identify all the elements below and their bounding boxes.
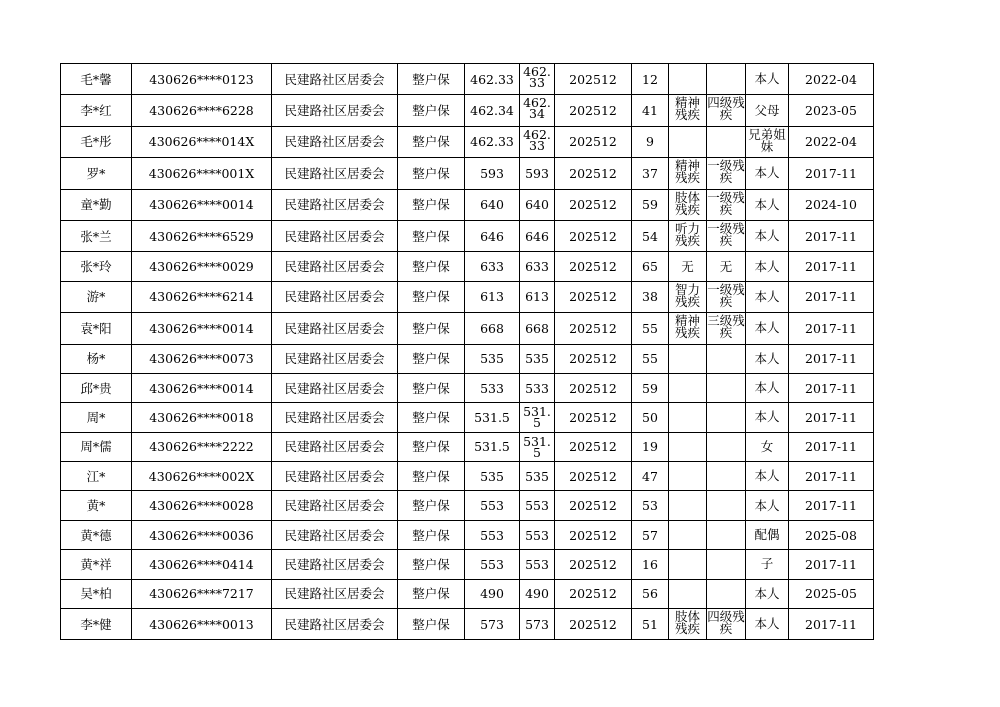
amount-total-cell: 531.5 — [520, 432, 555, 461]
age-cell: 57 — [632, 520, 669, 549]
amount-total-cell: 593 — [520, 158, 555, 189]
date-cell: 2025-08 — [789, 520, 874, 549]
assistance-type-cell: 整户保 — [398, 313, 465, 344]
month-cell: 202512 — [555, 609, 632, 640]
name-cell: 黄*祥 — [61, 550, 132, 579]
relation-cell: 本人 — [746, 403, 789, 432]
organization-cell: 民建路社区居委会 — [272, 579, 398, 608]
disability-type-cell: 听力残疾 — [669, 220, 707, 251]
amount-cell: 553 — [465, 550, 520, 579]
disability-level-cell — [707, 126, 746, 157]
assistance-type-cell: 整户保 — [398, 609, 465, 640]
organization-cell: 民建路社区居委会 — [272, 252, 398, 281]
month-cell: 202512 — [555, 95, 632, 126]
relation-cell: 本人 — [746, 462, 789, 491]
table-row — [61, 281, 874, 312]
age-cell: 53 — [632, 491, 669, 520]
amount-total-cell: 462.33 — [520, 126, 555, 157]
disability-level-cell: 三级残疾 — [707, 313, 746, 344]
amount-cell: 553 — [465, 520, 520, 549]
amount-total-cell: 633 — [520, 252, 555, 281]
relation-cell: 配偶 — [746, 520, 789, 549]
month-cell: 202512 — [555, 579, 632, 608]
disability-level-cell: 四级残疾 — [707, 95, 746, 126]
relation-cell: 本人 — [746, 189, 789, 220]
id-number-cell: 430626****0014 — [132, 189, 272, 220]
assistance-type-cell: 整户保 — [398, 520, 465, 549]
name-cell: 游* — [61, 281, 132, 312]
table-row — [61, 344, 874, 373]
date-cell: 2017-11 — [789, 281, 874, 312]
amount-total-cell: 573 — [520, 609, 555, 640]
table-row — [61, 579, 874, 608]
table-row — [61, 158, 874, 189]
age-cell: 47 — [632, 462, 669, 491]
age-cell: 16 — [632, 550, 669, 579]
amount-total-cell: 553 — [520, 491, 555, 520]
amount-total-cell: 531.5 — [520, 403, 555, 432]
amount-cell: 531.5 — [465, 403, 520, 432]
disability-level-cell — [707, 462, 746, 491]
name-cell: 李*健 — [61, 609, 132, 640]
amount-total-cell: 613 — [520, 281, 555, 312]
age-cell: 54 — [632, 220, 669, 251]
disability-type-cell — [669, 373, 707, 402]
name-cell: 罗* — [61, 158, 132, 189]
amount-cell: 646 — [465, 220, 520, 251]
month-cell: 202512 — [555, 158, 632, 189]
relation-cell: 本人 — [746, 344, 789, 373]
amount-cell: 490 — [465, 579, 520, 608]
relation-cell: 兄弟姐妹 — [746, 126, 789, 157]
id-number-cell: 430626****7217 — [132, 579, 272, 608]
age-cell: 9 — [632, 126, 669, 157]
disability-level-cell — [707, 491, 746, 520]
amount-total-cell: 553 — [520, 550, 555, 579]
month-cell: 202512 — [555, 313, 632, 344]
age-cell: 56 — [632, 579, 669, 608]
relation-cell: 本人 — [746, 373, 789, 402]
month-cell: 202512 — [555, 220, 632, 251]
disability-type-cell — [669, 126, 707, 157]
relation-cell: 本人 — [746, 491, 789, 520]
month-cell: 202512 — [555, 550, 632, 579]
amount-total-cell: 535 — [520, 344, 555, 373]
amount-cell: 553 — [465, 491, 520, 520]
name-cell: 江* — [61, 462, 132, 491]
disability-type-cell — [669, 520, 707, 549]
table-row — [61, 520, 874, 549]
date-cell: 2017-11 — [789, 491, 874, 520]
date-cell: 2017-11 — [789, 313, 874, 344]
assistance-type-cell: 整户保 — [398, 403, 465, 432]
age-cell: 65 — [632, 252, 669, 281]
organization-cell: 民建路社区居委会 — [272, 126, 398, 157]
amount-cell: 462.34 — [465, 95, 520, 126]
assistance-type-cell: 整户保 — [398, 252, 465, 281]
id-number-cell: 430626****0073 — [132, 344, 272, 373]
disability-type-cell: 无 — [669, 252, 707, 281]
name-cell: 童*勤 — [61, 189, 132, 220]
relation-cell: 本人 — [746, 220, 789, 251]
table-row — [61, 189, 874, 220]
assistance-type-cell: 整户保 — [398, 462, 465, 491]
disability-type-cell: 精神残疾 — [669, 158, 707, 189]
date-cell: 2017-11 — [789, 158, 874, 189]
amount-total-cell: 646 — [520, 220, 555, 251]
amount-cell: 640 — [465, 189, 520, 220]
date-cell: 2017-11 — [789, 344, 874, 373]
assistance-type-cell: 整户保 — [398, 126, 465, 157]
table-row — [61, 609, 874, 640]
name-cell: 吴*柏 — [61, 579, 132, 608]
date-cell: 2017-11 — [789, 403, 874, 432]
organization-cell: 民建路社区居委会 — [272, 281, 398, 312]
assistance-type-cell: 整户保 — [398, 491, 465, 520]
age-cell: 12 — [632, 64, 669, 95]
assistance-type-cell: 整户保 — [398, 550, 465, 579]
amount-cell: 633 — [465, 252, 520, 281]
organization-cell: 民建路社区居委会 — [272, 189, 398, 220]
name-cell: 黄*德 — [61, 520, 132, 549]
date-cell: 2017-11 — [789, 220, 874, 251]
assistance-type-cell: 整户保 — [398, 189, 465, 220]
organization-cell: 民建路社区居委会 — [272, 220, 398, 251]
organization-cell: 民建路社区居委会 — [272, 64, 398, 95]
disability-level-cell — [707, 550, 746, 579]
date-cell: 2022-04 — [789, 126, 874, 157]
month-cell: 202512 — [555, 491, 632, 520]
table-row — [61, 126, 874, 157]
amount-total-cell: 533 — [520, 373, 555, 402]
name-cell: 毛*馨 — [61, 64, 132, 95]
id-number-cell: 430626****001X — [132, 158, 272, 189]
disability-level-cell — [707, 344, 746, 373]
disability-type-cell: 精神残疾 — [669, 313, 707, 344]
name-cell: 周* — [61, 403, 132, 432]
amount-total-cell: 668 — [520, 313, 555, 344]
name-cell: 张*兰 — [61, 220, 132, 251]
disability-level-cell: 四级残疾 — [707, 609, 746, 640]
month-cell: 202512 — [555, 64, 632, 95]
organization-cell: 民建路社区居委会 — [272, 95, 398, 126]
age-cell: 55 — [632, 344, 669, 373]
date-cell: 2025-05 — [789, 579, 874, 608]
relation-cell: 本人 — [746, 281, 789, 312]
month-cell: 202512 — [555, 403, 632, 432]
id-number-cell: 430626****6228 — [132, 95, 272, 126]
disability-type-cell: 肢体残疾 — [669, 189, 707, 220]
relation-cell: 本人 — [746, 313, 789, 344]
month-cell: 202512 — [555, 520, 632, 549]
date-cell: 2017-11 — [789, 462, 874, 491]
disability-level-cell — [707, 579, 746, 608]
amount-cell: 462.33 — [465, 64, 520, 95]
table-row — [61, 313, 874, 344]
id-number-cell: 430626****0018 — [132, 403, 272, 432]
amount-total-cell: 535 — [520, 462, 555, 491]
table-row — [61, 64, 874, 95]
assistance-type-cell: 整户保 — [398, 64, 465, 95]
date-cell: 2024-10 — [789, 189, 874, 220]
amount-cell: 668 — [465, 313, 520, 344]
table-row — [61, 491, 874, 520]
table-row — [61, 432, 874, 461]
month-cell: 202512 — [555, 252, 632, 281]
month-cell: 202512 — [555, 344, 632, 373]
organization-cell: 民建路社区居委会 — [272, 550, 398, 579]
name-cell: 黄* — [61, 491, 132, 520]
disability-type-cell: 智力残疾 — [669, 281, 707, 312]
disability-level-cell: 一级残疾 — [707, 158, 746, 189]
age-cell: 51 — [632, 609, 669, 640]
organization-cell: 民建路社区居委会 — [272, 373, 398, 402]
month-cell: 202512 — [555, 281, 632, 312]
amount-cell: 533 — [465, 373, 520, 402]
name-cell: 杨* — [61, 344, 132, 373]
id-number-cell: 430626****0036 — [132, 520, 272, 549]
organization-cell: 民建路社区居委会 — [272, 609, 398, 640]
date-cell: 2023-05 — [789, 95, 874, 126]
name-cell: 张*玲 — [61, 252, 132, 281]
relation-cell: 本人 — [746, 609, 789, 640]
name-cell: 李*红 — [61, 95, 132, 126]
date-cell: 2017-11 — [789, 550, 874, 579]
assistance-type-cell: 整户保 — [398, 373, 465, 402]
month-cell: 202512 — [555, 373, 632, 402]
name-cell: 袁*阳 — [61, 313, 132, 344]
age-cell: 55 — [632, 313, 669, 344]
amount-cell: 593 — [465, 158, 520, 189]
disability-type-cell — [669, 432, 707, 461]
disability-level-cell — [707, 373, 746, 402]
table-row — [61, 462, 874, 491]
date-cell: 2017-11 — [789, 609, 874, 640]
amount-total-cell: 640 — [520, 189, 555, 220]
id-number-cell: 430626****0014 — [132, 373, 272, 402]
disability-level-cell — [707, 403, 746, 432]
id-number-cell: 430626****0414 — [132, 550, 272, 579]
id-number-cell: 430626****6214 — [132, 281, 272, 312]
amount-cell: 613 — [465, 281, 520, 312]
disability-type-cell — [669, 462, 707, 491]
relation-cell: 本人 — [746, 252, 789, 281]
table-row — [61, 95, 874, 126]
amount-cell: 531.5 — [465, 432, 520, 461]
name-cell: 邱*贵 — [61, 373, 132, 402]
amount-total-cell: 462.34 — [520, 95, 555, 126]
month-cell: 202512 — [555, 462, 632, 491]
age-cell: 50 — [632, 403, 669, 432]
disability-level-cell — [707, 432, 746, 461]
organization-cell: 民建路社区居委会 — [272, 520, 398, 549]
month-cell: 202512 — [555, 126, 632, 157]
name-cell: 周*儒 — [61, 432, 132, 461]
disability-type-cell — [669, 344, 707, 373]
assistance-type-cell: 整户保 — [398, 432, 465, 461]
date-cell: 2017-11 — [789, 252, 874, 281]
table-row — [61, 550, 874, 579]
organization-cell: 民建路社区居委会 — [272, 403, 398, 432]
id-number-cell: 430626****0123 — [132, 64, 272, 95]
assistance-table — [60, 63, 874, 640]
id-number-cell: 430626****0029 — [132, 252, 272, 281]
relation-cell: 子 — [746, 550, 789, 579]
relation-cell: 本人 — [746, 579, 789, 608]
date-cell: 2022-04 — [789, 64, 874, 95]
assistance-type-cell: 整户保 — [398, 158, 465, 189]
date-cell: 2017-11 — [789, 432, 874, 461]
relation-cell: 女 — [746, 432, 789, 461]
disability-level-cell: 一级残疾 — [707, 281, 746, 312]
disability-type-cell: 精神残疾 — [669, 95, 707, 126]
id-number-cell: 430626****6529 — [132, 220, 272, 251]
organization-cell: 民建路社区居委会 — [272, 432, 398, 461]
id-number-cell: 430626****014X — [132, 126, 272, 157]
disability-level-cell: 一级残疾 — [707, 220, 746, 251]
relation-cell: 本人 — [746, 158, 789, 189]
table-row — [61, 252, 874, 281]
id-number-cell: 430626****2222 — [132, 432, 272, 461]
assistance-type-cell: 整户保 — [398, 344, 465, 373]
organization-cell: 民建路社区居委会 — [272, 158, 398, 189]
organization-cell: 民建路社区居委会 — [272, 313, 398, 344]
table-row — [61, 403, 874, 432]
age-cell: 19 — [632, 432, 669, 461]
relation-cell: 本人 — [746, 64, 789, 95]
disability-level-cell — [707, 64, 746, 95]
amount-cell: 573 — [465, 609, 520, 640]
amount-total-cell: 490 — [520, 579, 555, 608]
disability-level-cell: 一级残疾 — [707, 189, 746, 220]
amount-cell: 462.33 — [465, 126, 520, 157]
month-cell: 202512 — [555, 432, 632, 461]
disability-type-cell: 肢体残疾 — [669, 609, 707, 640]
disability-type-cell — [669, 491, 707, 520]
table-row — [61, 220, 874, 251]
age-cell: 38 — [632, 281, 669, 312]
relation-cell: 父母 — [746, 95, 789, 126]
amount-cell: 535 — [465, 344, 520, 373]
month-cell: 202512 — [555, 189, 632, 220]
amount-total-cell: 462.33 — [520, 64, 555, 95]
amount-cell: 535 — [465, 462, 520, 491]
age-cell: 41 — [632, 95, 669, 126]
disability-type-cell — [669, 579, 707, 608]
id-number-cell: 430626****002X — [132, 462, 272, 491]
assistance-type-cell: 整户保 — [398, 220, 465, 251]
amount-total-cell: 553 — [520, 520, 555, 549]
age-cell: 59 — [632, 373, 669, 402]
disability-level-cell: 无 — [707, 252, 746, 281]
id-number-cell: 430626****0028 — [132, 491, 272, 520]
organization-cell: 民建路社区居委会 — [272, 491, 398, 520]
age-cell: 59 — [632, 189, 669, 220]
disability-type-cell — [669, 403, 707, 432]
disability-level-cell — [707, 520, 746, 549]
disability-type-cell — [669, 550, 707, 579]
assistance-type-cell: 整户保 — [398, 95, 465, 126]
id-number-cell: 430626****0014 — [132, 313, 272, 344]
assistance-type-cell: 整户保 — [398, 579, 465, 608]
assistance-type-cell: 整户保 — [398, 281, 465, 312]
id-number-cell: 430626****0013 — [132, 609, 272, 640]
name-cell: 毛*彤 — [61, 126, 132, 157]
table-body — [61, 64, 874, 640]
table-row — [61, 373, 874, 402]
organization-cell: 民建路社区居委会 — [272, 344, 398, 373]
date-cell: 2017-11 — [789, 373, 874, 402]
organization-cell: 民建路社区居委会 — [272, 462, 398, 491]
disability-type-cell — [669, 64, 707, 95]
age-cell: 37 — [632, 158, 669, 189]
